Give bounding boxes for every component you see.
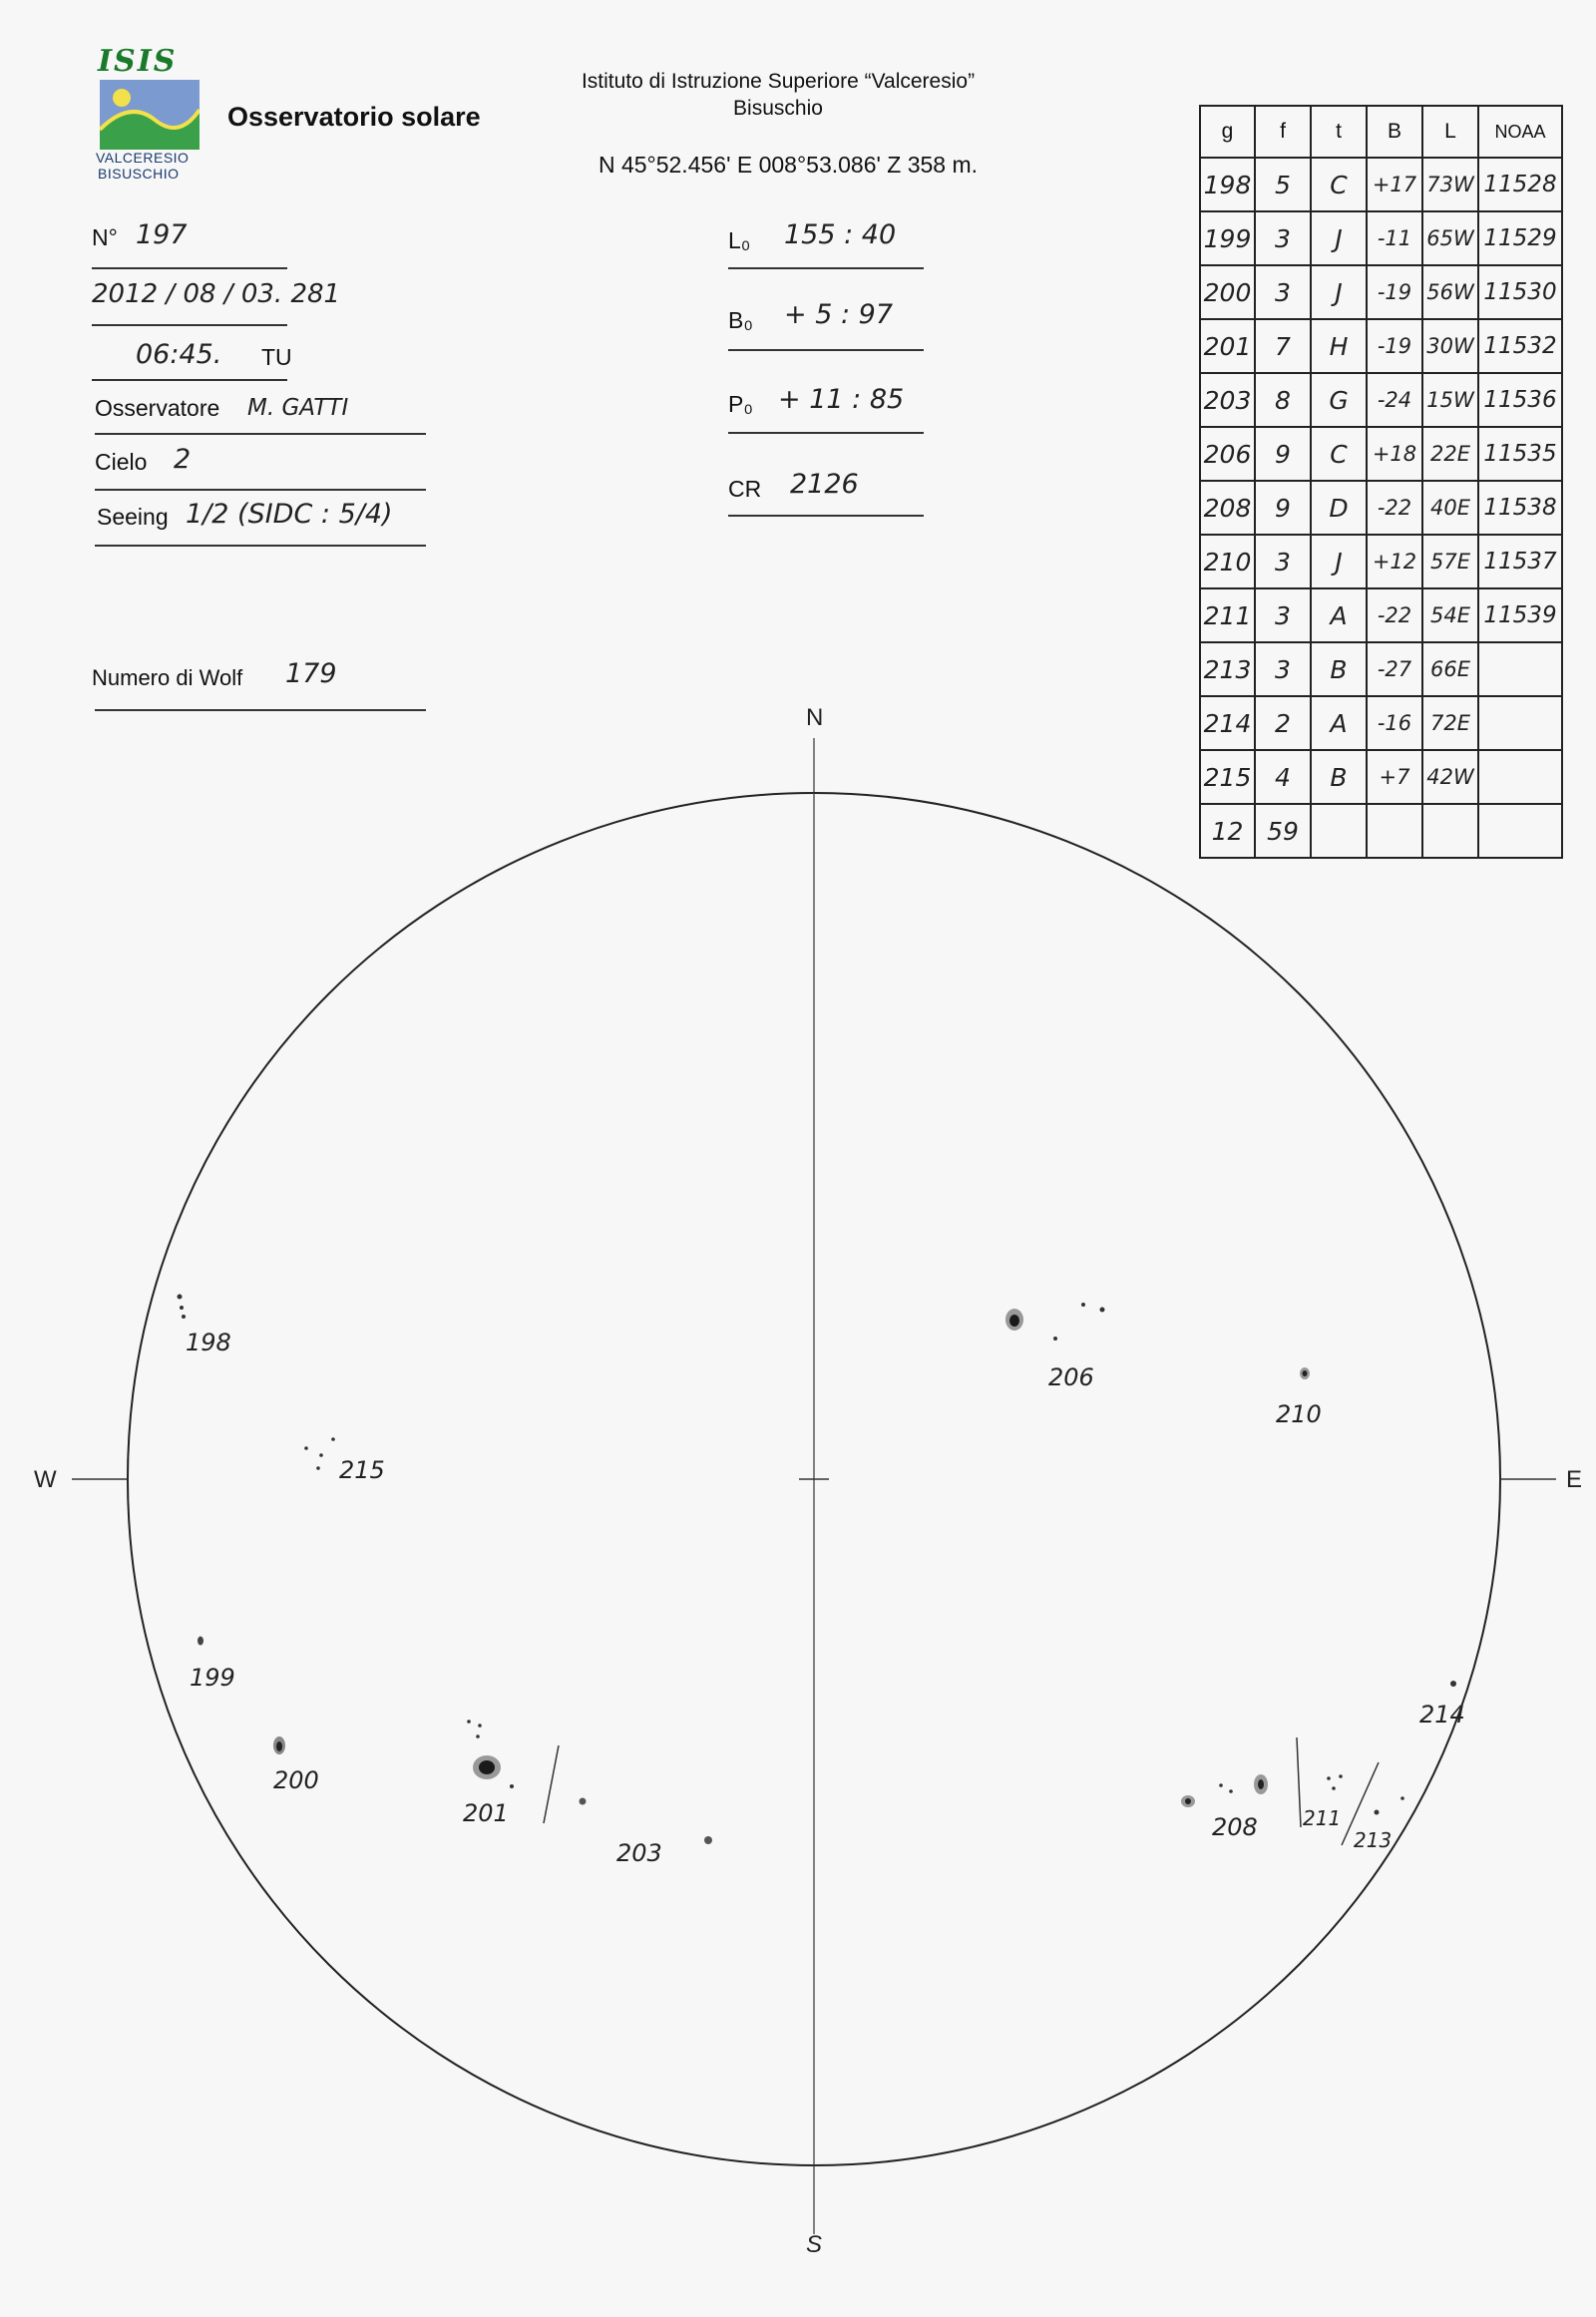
cell-fragments: 5 [1255, 158, 1311, 211]
header-b: B [1367, 106, 1422, 158]
cell-latitude: -19 [1367, 265, 1422, 319]
cell-group: 213 [1200, 642, 1255, 696]
south-label: S [806, 2231, 823, 2258]
wolf-label: Numero di Wolf [92, 665, 243, 690]
group-label-210: 210 [1276, 1400, 1322, 1428]
cell-latitude: -27 [1367, 642, 1422, 696]
cell-group: 210 [1200, 535, 1255, 588]
cell-type: C [1311, 158, 1367, 211]
cell-noaa: 11537 [1478, 535, 1562, 588]
cell-fragments: 3 [1255, 588, 1311, 642]
cell-noaa: 11530 [1478, 265, 1562, 319]
group-label-208: 208 [1212, 1813, 1258, 1841]
sunspot-group-203 [580, 1798, 713, 1845]
cell-longitude: 40E [1422, 481, 1478, 535]
cell-fragments: 9 [1255, 427, 1311, 481]
sunspot-group-200 [273, 1737, 285, 1754]
sunspot-group-210 [1300, 1367, 1310, 1379]
cell-fragments: 3 [1255, 642, 1311, 696]
cell-group: 214 [1200, 696, 1255, 750]
header-f: f [1255, 106, 1311, 158]
institute-name: Istituto di Istruzione Superiore “Valceresio” [581, 70, 976, 93]
l0-value: 155 : 40 [784, 219, 897, 250]
cr-value: 2126 [790, 469, 859, 500]
cell-group: 203 [1200, 373, 1255, 427]
wolf-value: 179 [285, 658, 337, 689]
cell-longitude: 57E [1422, 535, 1478, 588]
cell-type: J [1311, 265, 1367, 319]
cell-type: G [1311, 373, 1367, 427]
header-noaa: NOAA [1478, 106, 1562, 158]
cell-longitude: 73W [1422, 158, 1478, 211]
cell-type: C [1311, 427, 1367, 481]
cell-fragments: 2 [1255, 696, 1311, 750]
l0-label: L₀ [728, 227, 751, 253]
cell-noaa: 11539 [1478, 588, 1562, 642]
group-label-198: 198 [186, 1329, 231, 1356]
cell-group: 211 [1200, 588, 1255, 642]
number-label: N° [92, 224, 118, 250]
cell-longitude: 56W [1422, 265, 1478, 319]
group-label-211: 211 [1303, 1806, 1342, 1830]
cell-latitude: +12 [1367, 535, 1422, 588]
cell-group: 215 [1200, 750, 1255, 804]
cell-fragments: 3 [1255, 535, 1311, 588]
logo-caption-line1: VALCERESIO [96, 150, 190, 166]
cell-type: B [1311, 642, 1367, 696]
sunspot-group-198 [178, 1295, 187, 1320]
group-label-203: 203 [616, 1839, 662, 1867]
sunspot-group-208 [1181, 1774, 1268, 1807]
cell-latitude: +17 [1367, 158, 1422, 211]
group-label-201: 201 [463, 1799, 509, 1827]
cell-fragments: 4 [1255, 750, 1311, 804]
time-value: 06:45. [136, 339, 222, 370]
cell-noaa: 11538 [1478, 481, 1562, 535]
cell-group: 12 [1200, 804, 1255, 858]
cell-type: A [1311, 696, 1367, 750]
p0-value: + 11 : 85 [778, 384, 905, 415]
sky-value: 2 [174, 444, 192, 475]
sunspot-group-215 [304, 1437, 335, 1470]
cell-longitude: 66E [1422, 642, 1478, 696]
cell-latitude: +18 [1367, 427, 1422, 481]
sunspot-group-206 [1005, 1303, 1105, 1341]
sunspot-group-214 [1450, 1681, 1456, 1687]
cell-noaa: 11529 [1478, 211, 1562, 265]
cell-type: J [1311, 211, 1367, 265]
header-l: L [1422, 106, 1478, 158]
group-label-206: 206 [1048, 1363, 1094, 1391]
date-value: 2012 / 08 / 03. 281 [92, 279, 341, 309]
cell-latitude: -16 [1367, 696, 1422, 750]
cell-type: A [1311, 588, 1367, 642]
cell-latitude: -24 [1367, 373, 1422, 427]
cell-latitude: -22 [1367, 588, 1422, 642]
north-label: N [806, 704, 824, 731]
logo-caption-line2: BISUSCHIO [98, 166, 180, 182]
time-unit: TU [261, 344, 292, 370]
cell-group: 200 [1200, 265, 1255, 319]
cell-latitude: -11 [1367, 211, 1422, 265]
observer-value: M. GATTI [247, 395, 349, 421]
p0-label: P₀ [728, 391, 753, 417]
cell-noaa: 11536 [1478, 373, 1562, 427]
seeing-label: Seeing [97, 504, 169, 530]
west-label: W [34, 1466, 57, 1493]
group-label-213: 213 [1354, 1828, 1393, 1852]
header-t: t [1311, 106, 1367, 158]
institute-town: Bisuschio [733, 97, 823, 120]
cell-fragments: 7 [1255, 319, 1311, 373]
cell-latitude: -22 [1367, 481, 1422, 535]
cell-type: J [1311, 535, 1367, 588]
group-label-199: 199 [190, 1664, 235, 1692]
cell-group: 201 [1200, 319, 1255, 373]
group-label-200: 200 [273, 1766, 319, 1794]
observer-label: Osservatore [95, 395, 220, 421]
site-coordinates: N 45°52.456' E 008°53.086' Z 358 m. [598, 152, 979, 178]
cell-longitude: 72E [1422, 696, 1478, 750]
cell-noaa: 11532 [1478, 319, 1562, 373]
cell-longitude: 15W [1422, 373, 1478, 427]
cell-fragments: 3 [1255, 265, 1311, 319]
cell-noaa: 11535 [1478, 427, 1562, 481]
east-label: E [1566, 1466, 1583, 1493]
cell-type: H [1311, 319, 1367, 373]
cr-label: CR [728, 476, 762, 502]
cell-type: B [1311, 750, 1367, 804]
seeing-value: 1/2 (SIDC : 5/4) [186, 499, 393, 530]
b0-label: B₀ [728, 307, 753, 333]
cell-fragments: 59 [1255, 804, 1311, 858]
b0-value: + 5 : 97 [784, 299, 894, 330]
observatory-title: Osservatorio solare [227, 102, 481, 132]
cell-noaa: 11528 [1478, 158, 1562, 211]
group-label-214: 214 [1419, 1701, 1465, 1729]
cell-longitude: 30W [1422, 319, 1478, 373]
sunspot-group-199 [198, 1637, 203, 1646]
cell-longitude: 65W [1422, 211, 1478, 265]
number-value: 197 [136, 219, 188, 250]
cell-longitude: 22E [1422, 427, 1478, 481]
cell-fragments: 3 [1255, 211, 1311, 265]
cell-group: 199 [1200, 211, 1255, 265]
cell-group: 206 [1200, 427, 1255, 481]
logo-mark: ISIS [98, 44, 178, 79]
cell-group: 198 [1200, 158, 1255, 211]
sky-label: Cielo [95, 449, 148, 475]
cell-longitude: 42W [1422, 750, 1478, 804]
cell-fragments: 8 [1255, 373, 1311, 427]
cell-type: D [1311, 481, 1367, 535]
header-g: g [1200, 106, 1255, 158]
group-label-215: 215 [339, 1456, 385, 1484]
cell-longitude: 54E [1422, 588, 1478, 642]
cell-fragments: 9 [1255, 481, 1311, 535]
cell-latitude: +7 [1367, 750, 1422, 804]
cell-group: 208 [1200, 481, 1255, 535]
cell-latitude: -19 [1367, 319, 1422, 373]
